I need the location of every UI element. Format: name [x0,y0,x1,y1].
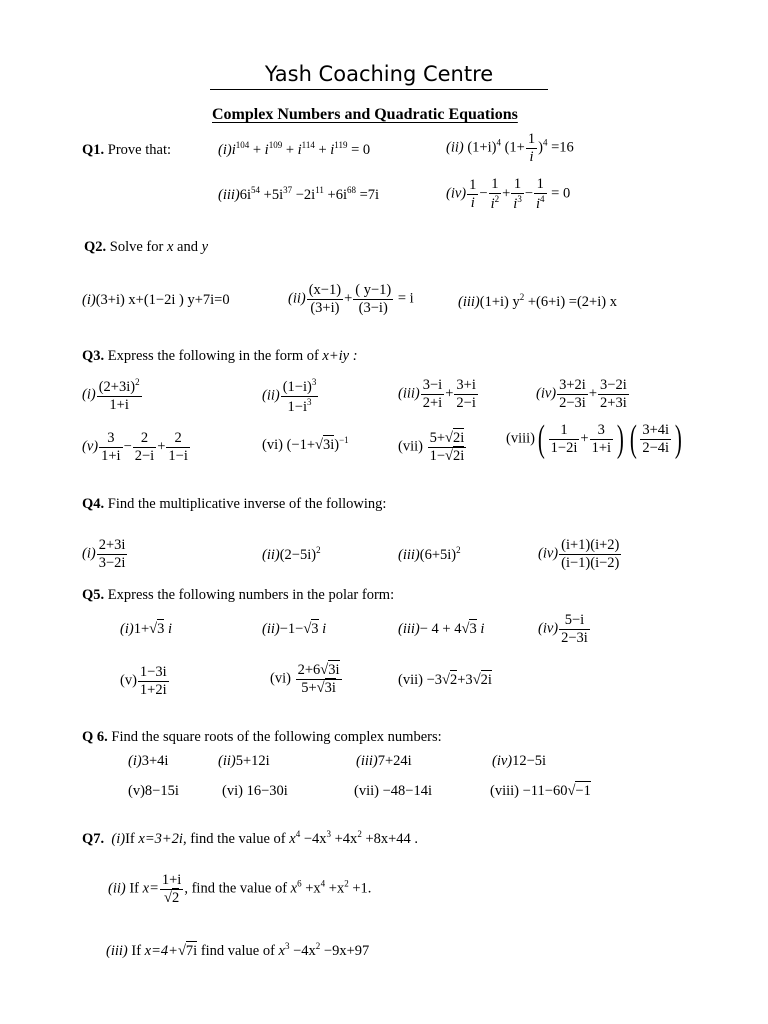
q4-part-iv: (iv) $\frac{(i+1)(i+2)}{(i-1)(i-2)}$ [538,537,620,571]
q4-part-iii: $(iii)(6+5i)^2$ [398,545,461,563]
q1-part-ii: (ii) $(1+i)^4$ (1+ $\frac{1}{i}$ )$^4$ =16 [446,131,574,165]
q5-heading: Q5. Express the following numbers in the polar form: [82,587,395,603]
q7-part-iii: (iii) If x=4+√7i find value of $x^3 -4x^2 -9x+97$ [106,941,370,959]
q4-part-i: (i) $\frac{2+3i}{3-2i}$ [82,537,126,571]
q7-part-i: Q7. (i)If x=3+2i, find the value of $x^4 -4x^3 +4x^2 +8x+44$ . [82,829,419,847]
q2-heading: Q2. Solve for x and y [84,239,209,255]
q3-part-vii: (vii) $\frac{5+√2i}{1-√2i}$ [398,430,465,464]
q3-part-ii: (ii) $\frac{(1-i)^3}{1-i^3}$ [262,377,317,415]
q1-heading: Q1. Prove that: [82,142,172,158]
page-subtitle: Complex Numbers and Quadratic Equations [212,106,518,123]
q3-part-iv: (iv) $\frac{3+2i}{2-3i}$ + $\frac{3-2i}{2+3i}$ [536,377,627,411]
q5-part-vii: (vii) −3√2+3√2i [398,672,492,688]
q3-part-vi: (vi) $(-1+√3i)^{-1}$ [262,435,349,453]
q6-item: (ii)5+12i [218,753,270,769]
q5-part-v: (v) $\frac{1-3i}{1+2i}$ [120,664,167,698]
q2-part-iii: (iii)(1+i) $y^2 +(6+i) =(2+i)$ x [458,292,617,310]
q6-item: (iv)12−5i [492,753,547,769]
q4-heading: Q4. Find the multiplicative inverse of the following: [82,496,387,512]
q6-item: (i)3+4i [128,753,169,769]
q3-part-i: (i) $\frac{(2+3i)^2}{1+i}$ [82,377,140,413]
q2-part-i: (i)(3+i) x+(1−2i ) y+7i=0 [82,292,230,308]
q5-part-vi: (vi) $\frac{2+6√3i}{5+√3i}$ [270,662,340,696]
q5-part-iii: (iii)− 4 + 4√3 i [398,621,485,637]
q5-part-iv: (iv) $\frac{5-i}{2-3i}$ [538,612,588,646]
page-title: Yash Coaching Centre [210,62,548,90]
q2-part-ii: (ii) $\frac{(x-1)}{(3+i)}$ + $\frac{( y-1)}{(3-i)}$ = i [288,282,414,316]
q1-part-iv: (iv) $\frac{1}{i}$ − $\frac{1}{i^2}$ + $\frac{1}{i^3}$ − $\frac{1}{i^4}$ = 0 [446,176,571,212]
q6-item: (v)8−15i [128,783,179,799]
q3-part-iii: (iii) $\frac{3-i}{2+i}$ + $\frac{3+i}{2-i}$ [398,377,476,411]
q6-item: (iii)7+24i [356,753,412,769]
q5-part-ii: (ii)−1−√3 i [262,621,327,637]
q3-part-viii: (viii)( $\frac{1}{1-2i}$ + $\frac{3}{1+i}$ ) ( $\frac{3+4i}{2-4i}$ ) [506,418,682,461]
q1-part-iii: $(iii)6i^{54} +5i^{37} -2i^{11} +6i^{68} =7i$ [218,185,380,203]
q6-item: (viii) −11−60√−1 [490,783,591,799]
q3-part-v: (v) $\frac{3}{1+i}$ − $\frac{2}{2-i}$ + $\frac{2}{1-i}$ [82,430,188,464]
q5-part-i: (i)1+√3 i [120,621,172,637]
q6-item: (vi) 16−30i [222,783,288,799]
q3-heading: Q3. Express the following in the form of x+iy : [82,348,358,364]
q4-part-ii: $(ii)(2-5i)^2$ [262,545,321,563]
q7-part-ii: (ii) If x= $\frac{1+i}{√2}$ , find the value of $x^6 +x^4 +x^2 +1$. [108,872,372,906]
q6-item: (vii) −48−14i [354,783,432,799]
q1-part-i: $(i)i^{104} + i^{109} + i^{114} + i^{119} = 0$ [218,140,371,158]
q6-heading: Q 6. Find the square roots of the following complex numbers: [82,729,442,745]
